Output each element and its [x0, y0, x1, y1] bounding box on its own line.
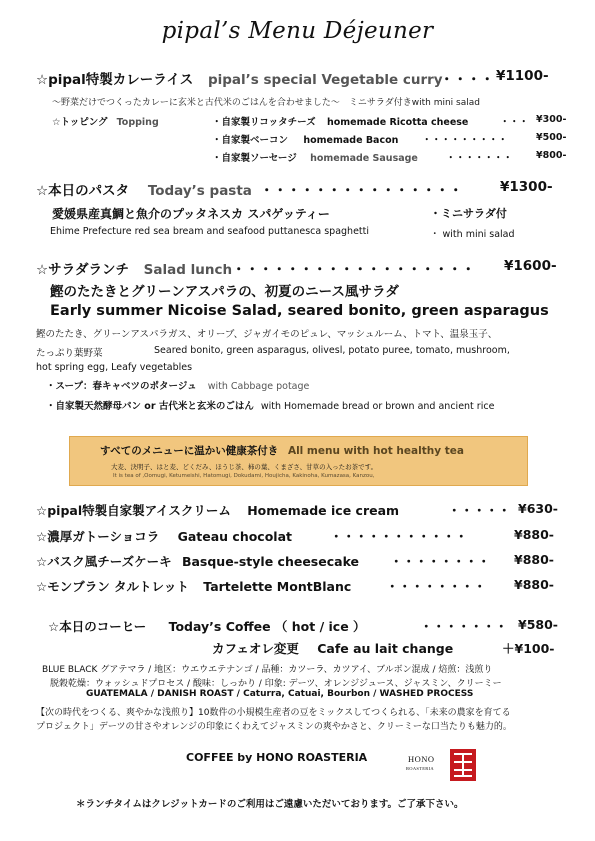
salad-soup	[46, 378, 309, 392]
dessert-price: ¥630-	[518, 501, 558, 516]
salad-bread	[46, 398, 494, 412]
dessert-price: ¥880-	[514, 527, 554, 542]
coffee-price: ¥580-	[518, 617, 558, 632]
topping-item-jp: ・自家製ソーセージ	[212, 153, 297, 164]
cafe-au-lait	[212, 639, 453, 657]
cafe-au-lait-en: Cafe au lait change	[317, 641, 454, 656]
pasta-salad-en: ・ with mini salad	[430, 229, 515, 240]
pasta-dish-jp: 愛媛県産真鯛と魚介のプッタネスカ スパゲッティー	[52, 207, 330, 221]
roaster-logo-sub: ROASTERIA	[406, 766, 434, 771]
salad-desc-jp-2: たっぷり葉野菜	[36, 348, 103, 359]
dessert-item	[36, 527, 292, 545]
hono-logo-icon	[450, 749, 476, 781]
dessert-dots: ・・・・・・・・・・・	[330, 529, 468, 544]
tea-banner-title	[100, 443, 464, 458]
curry-title	[36, 68, 443, 88]
dessert-price: ¥880-	[514, 552, 554, 567]
salad-name-en: Salad lunch	[143, 262, 233, 278]
cafe-au-lait-price: ＋¥100-	[502, 641, 555, 656]
topping-item	[212, 132, 398, 146]
topping-item-jp: ・自家製ベーコン	[212, 135, 289, 146]
dessert-name-en: Tartelette MontBlanc	[203, 579, 352, 594]
dessert-name-en: Gateau chocolat	[177, 529, 293, 544]
curry-name-en: pipal’s special Vegetable curry	[207, 72, 443, 88]
tea-banner-sub-en: It is tea of ,Oomugi, Ketumeishi, Hatomugi, Dokudami, Houjicha, Kakinoha, Kumazasa, Kanzou,	[113, 473, 375, 479]
pasta-dots: ・・・・・・・・・・・・・・・	[260, 183, 463, 199]
pasta-name-en: Today’s pasta	[147, 183, 252, 199]
pasta-price: ¥1300-	[500, 179, 553, 195]
roaster-label: COFFEE by HONO ROASTERIA	[186, 751, 368, 764]
tea-banner	[69, 436, 528, 486]
topping-dots: ・・・	[500, 117, 529, 128]
salad-dots: ・・・・・・・・・・・・・・・・・・	[232, 262, 475, 278]
pasta-dish-en: Ehime Prefecture red sea bream and seafood puttanesca spaghetti	[50, 226, 370, 237]
dessert-item	[36, 552, 359, 570]
salad-dish-en: Early summer Nicoise Salad, seared bonito, green asparagus	[50, 303, 549, 319]
page-title: pipal’s Menu Déjeuner	[161, 18, 434, 44]
topping-item-jp: ・自家製リコッタチーズ	[212, 117, 316, 128]
topping-label-jp: ☆トッピング	[52, 117, 108, 128]
topping-item-en: homemade Ricotta cheese	[326, 117, 469, 128]
tea-banner-en: All menu with hot healthy tea	[287, 445, 464, 457]
dessert-dots: ・・・・・・・・	[390, 554, 491, 569]
topping-price: ¥500-	[536, 132, 567, 143]
dessert-dots: ・・・・・・・・	[386, 579, 487, 594]
salad-desc-jp-1: 鰹のたたき、グリーンアスパラガス、オリーブ、ジャガイモのピュレ、マッシュルーム、トマト、温泉玉子、	[36, 329, 498, 340]
coffee-name-en: Today’s Coffee （ hot / ice ）	[168, 619, 366, 634]
cafe-au-lait-jp: カフェオレ変更	[212, 641, 299, 656]
dessert-dots: ・・・・・	[448, 503, 511, 518]
salad-price: ¥1600-	[504, 258, 557, 274]
dessert-item	[36, 577, 351, 595]
curry-dots: ・・・・	[440, 72, 494, 88]
tea-banner-sub: 大麦、決明子、はと麦、どくだみ、ほうじ茶、柿の葉、くまざさ、甘草の入ったお茶です。	[111, 463, 378, 471]
salad-title	[36, 258, 232, 278]
curry-name-jp: ☆pipal特製カレーライス	[36, 72, 194, 88]
pasta-title	[36, 179, 252, 199]
topping-item-en: homemade Sausage	[310, 153, 418, 164]
coffee-title	[48, 617, 366, 635]
salad-dish-jp: 鰹のたたきとグリーンアスパラの、初夏のニース風サラダ	[50, 284, 399, 300]
topping-item-en: homemade Bacon	[303, 135, 399, 146]
salad-desc-en-2: hot spring egg, Leafy vegetables	[36, 362, 193, 373]
coffee-desc-5: プロジェクト」デーツの甘さやオレンジの印象にくわえてジャスミンの爽やかさと、クリーミーな口当たりも魅力的。	[36, 722, 512, 732]
topping-dots: ・・・・・・・	[446, 153, 513, 164]
topping-price: ¥300-	[536, 114, 567, 125]
dessert-name-jp: ☆バスク風チーズケーキ	[36, 554, 172, 569]
salad-name-jp: ☆サラダランチ	[36, 262, 129, 278]
coffee-desc-2: 脱穀乾燥：ウォッシュドプロセス / 酸味：しっかり / 印象: デーツ、オレンジジュース、ジャスミン、クリーミー	[50, 679, 502, 689]
pasta-name-jp: ☆本日のパスタ	[36, 183, 130, 199]
topping-dots: ・・・・・・・・・	[422, 135, 508, 146]
topping-label-en: Topping	[116, 117, 159, 128]
curry-price: ¥1100-	[496, 68, 549, 84]
coffee-desc-4: 【次の時代をつくる、爽やかな浅煎り】10数件の小規模生産者の豆をミックスしてつくられる、「未来の農家を育てる	[36, 708, 511, 718]
salad-soup-jp: ・スープ：春キャベツのポタージュ	[46, 381, 197, 392]
salad-desc-en-1: Seared bonito, green asparagus, olivesl, potato puree, tomato, mushroom,	[154, 345, 510, 356]
coffee-desc-1: BLUE BLACK グアテマラ / 地区：ウエウエテナンゴ / 品種：カツーラ、カツアイ、ブルボン混成 / 焙煎：浅煎り	[42, 665, 493, 675]
topping-item	[212, 114, 468, 128]
coffee-dots: ・・・・・・・	[420, 619, 508, 634]
roaster-logo-text: HONO	[408, 754, 435, 764]
topping-label	[52, 114, 159, 128]
topping-price: ¥800-	[536, 150, 567, 161]
salad-soup-en: with Cabbage potage	[207, 381, 310, 392]
dessert-name-en: Basque-style cheesecake	[181, 554, 360, 569]
dessert-name-en: Homemade ice cream	[247, 503, 400, 518]
pasta-salad-jp: ・ミニサラダ付	[430, 207, 507, 220]
coffee-desc-3: GUATEMALA / DANISH ROAST / Caturra, Catuai, Bourbon / WASHED PROCESS	[86, 689, 474, 699]
dessert-item	[36, 501, 399, 519]
dessert-name-jp: ☆濃厚ガトーショコラ	[36, 529, 160, 544]
dessert-name-jp: ☆pipal特製自家製アイスクリーム	[36, 503, 231, 518]
topping-item	[212, 150, 418, 164]
salad-bread-jp: ・自家製天然酵母パン or 古代米と玄米のごはん	[46, 401, 254, 412]
credit-card-notice: ＊ランチタイムはクレジットカードのご利用はご遠慮いただいております。ご了承下さい。	[76, 799, 464, 810]
curry-note: 〜野菜だけでつくったカレーに玄米と古代米のごはんを合わせました〜 ミニサラダ付きwith mini salad	[52, 98, 480, 108]
salad-bread-en: with Homemade bread or brown and ancient rice	[260, 401, 495, 412]
dessert-name-jp: ☆モンブラン タルトレット	[36, 579, 189, 594]
coffee-name-jp: ☆本日のコーヒー	[48, 619, 147, 634]
tea-banner-jp: すべてのメニューに温かい健康茶付き	[100, 445, 279, 457]
dessert-price: ¥880-	[514, 577, 554, 592]
